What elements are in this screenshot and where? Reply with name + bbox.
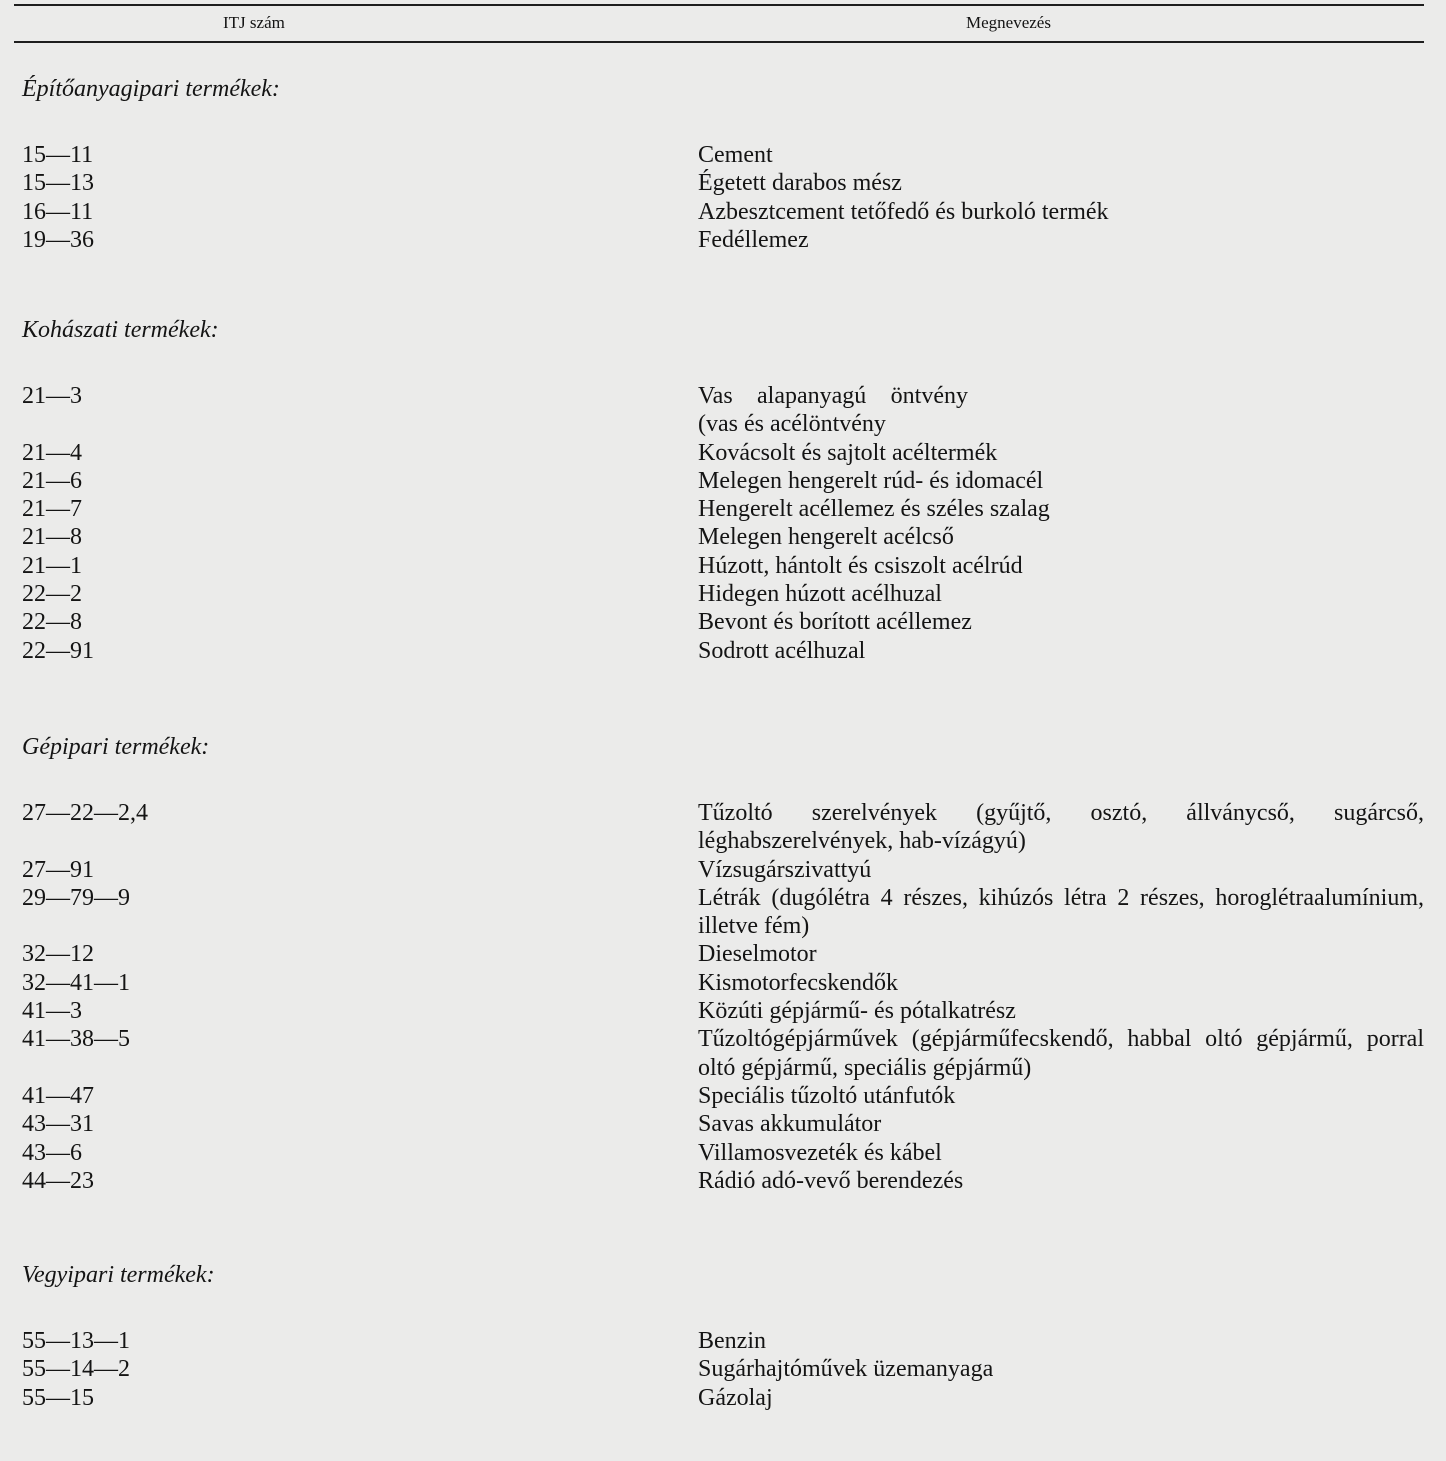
product-row bbox=[22, 1355, 1424, 1383]
product-name: Húzott, hántolt és csiszolt acélrúd bbox=[698, 552, 1023, 579]
product-name: Speciális tűzoltó utánfutók bbox=[698, 1082, 956, 1109]
section-building-materials bbox=[22, 75, 1424, 254]
product-list bbox=[22, 141, 1424, 254]
itj-code: 32—12 bbox=[22, 941, 94, 968]
itj-code: 21—8 bbox=[22, 524, 82, 551]
product-name: Közúti gépjármű- és pótalkatrész bbox=[698, 998, 1016, 1025]
product-row bbox=[22, 523, 1424, 551]
section-title: Gépipari termékek: bbox=[22, 734, 210, 760]
section-machinery bbox=[22, 733, 1424, 1195]
product-row bbox=[22, 382, 968, 439]
product-name: Villamosvezeték és kábel bbox=[698, 1139, 942, 1166]
product-row bbox=[22, 997, 1424, 1025]
product-name: Cement bbox=[698, 142, 773, 168]
itj-code: 22—2 bbox=[22, 581, 82, 608]
product-row bbox=[22, 1327, 1424, 1355]
section-metallurgy bbox=[22, 316, 1424, 665]
product-name: Benzin bbox=[698, 1328, 766, 1354]
section-title: Kohászati termékek: bbox=[22, 317, 219, 343]
product-row bbox=[22, 637, 1424, 665]
itj-code: 21—1 bbox=[22, 552, 82, 579]
itj-code: 15—11 bbox=[22, 142, 94, 168]
column-header-itj-code: ITJ szám bbox=[223, 13, 285, 32]
top-rule bbox=[14, 4, 1424, 6]
product-row bbox=[22, 1025, 1424, 1082]
product-name: Dieselmotor bbox=[698, 941, 817, 968]
product-row bbox=[22, 940, 1424, 968]
itj-code: 21—6 bbox=[22, 467, 82, 494]
product-row bbox=[22, 467, 1424, 495]
section-title: Építőanyagipari termékek: bbox=[22, 76, 280, 102]
product-name: Kovácsolt és sajtolt acéltermék bbox=[698, 439, 998, 466]
product-row bbox=[22, 884, 1424, 941]
product-name: Vízsugárszivattyú bbox=[698, 856, 872, 883]
itj-code: 55—15 bbox=[22, 1384, 94, 1411]
itj-code: 43—31 bbox=[22, 1111, 94, 1138]
itj-code: 27—22—2,4 bbox=[22, 800, 148, 826]
product-name: Létrák (dugólétra 4 részes, kihúzós létra 2 részes, horoglétraalumínium, illetve fém) bbox=[698, 884, 1424, 940]
product-row bbox=[22, 226, 1424, 254]
product-row bbox=[22, 439, 1424, 467]
product-name: Azbesztcement tetőfedő és burkoló termék bbox=[698, 198, 1109, 225]
itj-code: 55—13—1 bbox=[22, 1328, 130, 1354]
section-chemicals bbox=[22, 1261, 1424, 1412]
itj-code: 43—6 bbox=[22, 1139, 82, 1166]
product-row bbox=[22, 856, 1424, 884]
product-list bbox=[22, 1327, 1424, 1412]
itj-code: 29—79—9 bbox=[22, 884, 130, 911]
itj-code: 15—13 bbox=[22, 170, 94, 197]
product-name: Égetett darabos mész bbox=[698, 170, 902, 197]
product-row bbox=[22, 1167, 1424, 1195]
column-header-name: Megnevezés bbox=[966, 13, 1051, 32]
header-rule bbox=[14, 41, 1424, 43]
itj-code: 55—14—2 bbox=[22, 1356, 130, 1383]
product-name: Bevont és borított acéllemez bbox=[698, 609, 972, 636]
product-name: Vas alapanyagú öntvény (vas és acélöntvény bbox=[698, 383, 968, 438]
itj-code: 44—23 bbox=[22, 1167, 94, 1194]
product-row bbox=[22, 1110, 1424, 1138]
product-row bbox=[22, 495, 1424, 523]
product-name: Tűzoltó szerelvények (gyűjtő, osztó, állványcső, sugárcső, léghabszerelvények, hab-vízágyú) bbox=[698, 800, 1424, 855]
product-name: Hidegen húzott acélhuzal bbox=[698, 581, 942, 608]
product-row bbox=[22, 799, 1424, 856]
product-row bbox=[22, 169, 1424, 197]
itj-code: 16—11 bbox=[22, 198, 94, 225]
itj-code: 22—91 bbox=[22, 637, 94, 664]
product-row bbox=[22, 1384, 1424, 1412]
product-row bbox=[22, 198, 1424, 226]
itj-code: 21—7 bbox=[22, 496, 82, 523]
product-row bbox=[22, 1139, 1424, 1167]
product-row bbox=[22, 580, 1424, 608]
product-list bbox=[22, 799, 1424, 1195]
itj-code: 21—3 bbox=[22, 383, 82, 409]
product-row bbox=[22, 141, 1424, 169]
product-name: Melegen hengerelt rúd- és idomacél bbox=[698, 467, 1044, 494]
product-name: Tűzoltógépjárművek (gépjárműfecskendő, habbal oltó gépjármű, porral oltó gépjármű, speciális gépjármű) bbox=[698, 1026, 1424, 1081]
product-row bbox=[22, 969, 1424, 997]
product-name: Kismotorfecskendők bbox=[698, 969, 898, 996]
product-row bbox=[22, 552, 1424, 580]
itj-code: 19—36 bbox=[22, 226, 94, 253]
product-name: Fedéllemez bbox=[698, 226, 809, 253]
itj-code: 41—47 bbox=[22, 1082, 94, 1109]
product-name: Gázolaj bbox=[698, 1384, 773, 1411]
section-title: Vegyipari termékek: bbox=[22, 1262, 215, 1288]
product-name: Sodrott acélhuzal bbox=[698, 637, 866, 664]
itj-code: 32—41—1 bbox=[22, 969, 130, 996]
itj-code: 41—3 bbox=[22, 998, 82, 1025]
product-name: Sugárhajtóművek üzemanyaga bbox=[698, 1356, 994, 1383]
product-name: Savas akkumulátor bbox=[698, 1111, 882, 1138]
itj-code: 22—8 bbox=[22, 609, 82, 636]
product-row bbox=[22, 1082, 1424, 1110]
product-row bbox=[22, 608, 1424, 636]
product-name: Hengerelt acéllemez és széles szalag bbox=[698, 496, 1050, 523]
itj-code: 41—38—5 bbox=[22, 1026, 130, 1053]
product-name: Melegen hengerelt acélcső bbox=[698, 524, 954, 551]
product-list bbox=[22, 382, 1424, 665]
itj-code: 27—91 bbox=[22, 856, 94, 883]
product-name: Rádió adó-vevő berendezés bbox=[698, 1167, 964, 1194]
itj-code: 21—4 bbox=[22, 439, 82, 466]
